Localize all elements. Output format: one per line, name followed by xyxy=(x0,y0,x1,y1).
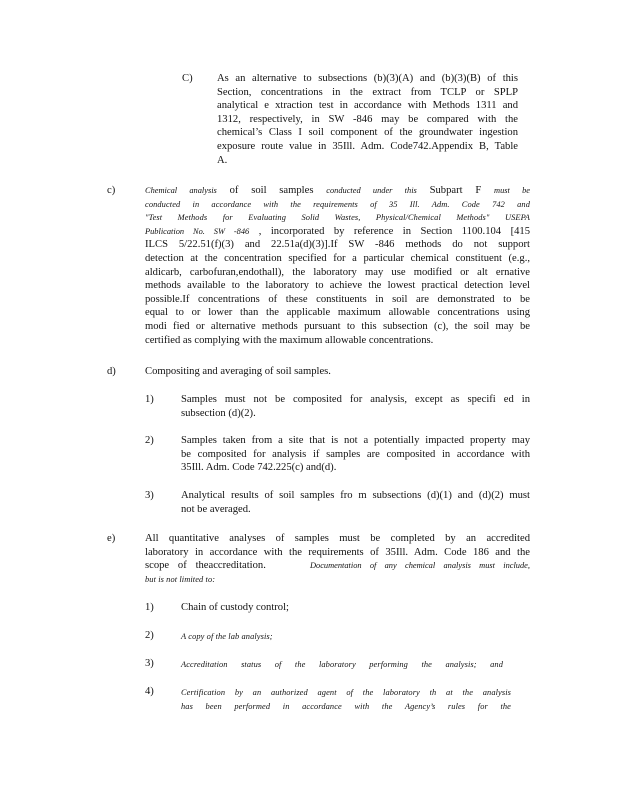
text-line: detection at the concentration specified for a particular chemical constituent (e.g., xyxy=(145,252,530,264)
text-line: Analytical results of soil samples fro m subsections (d)(1) and (d)(2) must xyxy=(181,490,530,501)
text-line: be composited for analysis if samples are composited in accordance with xyxy=(181,448,530,460)
d-item-1-label: 1) xyxy=(145,394,154,405)
subsection-C-text xyxy=(217,72,518,167)
e-item-1-text xyxy=(181,601,530,615)
text-line: modi fied or alternative methods pursuant to this subsection (c), the soil may be xyxy=(145,320,530,332)
section-e-text xyxy=(145,532,530,586)
d-item-3-text xyxy=(181,489,530,516)
subsection-C-label: C) xyxy=(182,73,193,84)
text-line: has been performed in accordance with the Agency’s rules for the xyxy=(181,701,511,711)
text-line: certified as complying with the maximum allowable concentrations. xyxy=(145,334,434,346)
text-line: 35Ill. Adm. Code 742.225(c) and(d). xyxy=(181,462,337,474)
text-italic: Chemical analysis xyxy=(145,186,217,195)
text-line: Compositing and averaging of soil samples. xyxy=(145,366,331,377)
text-span: scope of theaccreditation. xyxy=(145,560,266,572)
e-item-1-label: 1) xyxy=(145,602,154,613)
text-line: analytical e xtraction test in accordance with Methods 1311 and xyxy=(217,100,518,112)
e-item-2-text xyxy=(181,630,530,644)
text-line: Samples taken from a site that is not a potentially impacted property may xyxy=(181,435,530,446)
text-line: Section, concentrations in the extract from TCLP or SPLP xyxy=(217,86,518,98)
text-line: conducted in accordance with the requirements of 35 Ill. Adm. Code 742 and xyxy=(145,199,530,209)
text-line: As an alternative to subsections (b)(3)(A) and (b)(3)(B) of this xyxy=(217,73,518,84)
text-line: exposure route value in 35Ill. Adm. Code742.Appendix B, Table xyxy=(217,140,518,152)
e-item-2-label: 2) xyxy=(145,630,154,641)
e-item-4-label: 4) xyxy=(145,686,154,697)
text-line: All quantitative analyses of samples must be completed by an accredited xyxy=(145,533,530,544)
text-line: subsection (d)(2). xyxy=(181,407,256,419)
e-item-3-text xyxy=(181,658,503,672)
text-line: Samples must not be composited for analysis, except as specifi ed in xyxy=(181,394,530,405)
text-line: chemical’s Class I soil component of the groundwater ingestion xyxy=(217,127,518,139)
text-line: A copy of the lab analysis; xyxy=(181,632,273,641)
text-span: , incorporated by reference in Section 1100.104 [415 xyxy=(249,225,530,237)
d-item-1-text xyxy=(181,393,530,420)
text-line: "Test Methods for Evaluating Solid Wastes, Physical/Chemical Methods" USEPA xyxy=(145,213,530,223)
text-line xyxy=(145,184,530,198)
section-c-label: c) xyxy=(107,185,116,196)
section-e-label: e) xyxy=(107,533,116,544)
text-line: possible.If concentrations of these constituents in soil are demonstrated to be xyxy=(145,293,530,305)
d-item-2-text xyxy=(181,434,530,475)
d-item-3-label: 3) xyxy=(145,490,154,501)
text-italic: conducted under this xyxy=(326,186,417,195)
text-line: but is not limited to: xyxy=(145,574,216,584)
text-line: methods available to the laboratory to achieve the lowest practical detection level xyxy=(145,280,530,292)
text-line xyxy=(145,225,530,239)
text-line: aldicarb, carbofuran,endothall), the laboratory may use modified or alt ernative xyxy=(145,266,530,278)
text-line: 1312, respectively, in SW -846 may be compared with the xyxy=(217,113,518,125)
text-italic: must be xyxy=(494,186,530,195)
d-item-2-label: 2) xyxy=(145,435,154,446)
text-line xyxy=(145,559,530,573)
text-span: Subpart F xyxy=(416,185,495,196)
section-d-title xyxy=(145,365,530,379)
text-line: Accreditation status of the laboratory performing the analysis; and xyxy=(181,660,503,669)
text-italic: Documentation of any chemical analysis must include, xyxy=(309,561,530,571)
e-item-3-label: 3) xyxy=(145,658,154,669)
section-d-label: d) xyxy=(107,366,116,377)
text-line: equal to or lower than the applicable maximum allowable concentrations using xyxy=(145,307,530,319)
text-span: of soil samples xyxy=(216,185,327,196)
text-line: Chain of custody control; xyxy=(181,602,289,613)
text-italic: Publication No. SW -846 xyxy=(145,226,250,236)
e-item-4-text xyxy=(181,686,511,713)
text-line: not be averaged. xyxy=(181,503,251,515)
text-line: A. xyxy=(217,154,228,166)
text-line: Certification by an authorized agent of the laboratory th at the analysis xyxy=(181,688,511,697)
section-c-text xyxy=(145,184,530,347)
text-line: laboratory in accordance with the requirements of 35Ill. Adm. Code 186 and the xyxy=(145,546,530,558)
text-line: ILCS 5/22.51(f)(3) and 22.51a(d)(3)].If SW -846 methods do not support xyxy=(145,239,530,251)
